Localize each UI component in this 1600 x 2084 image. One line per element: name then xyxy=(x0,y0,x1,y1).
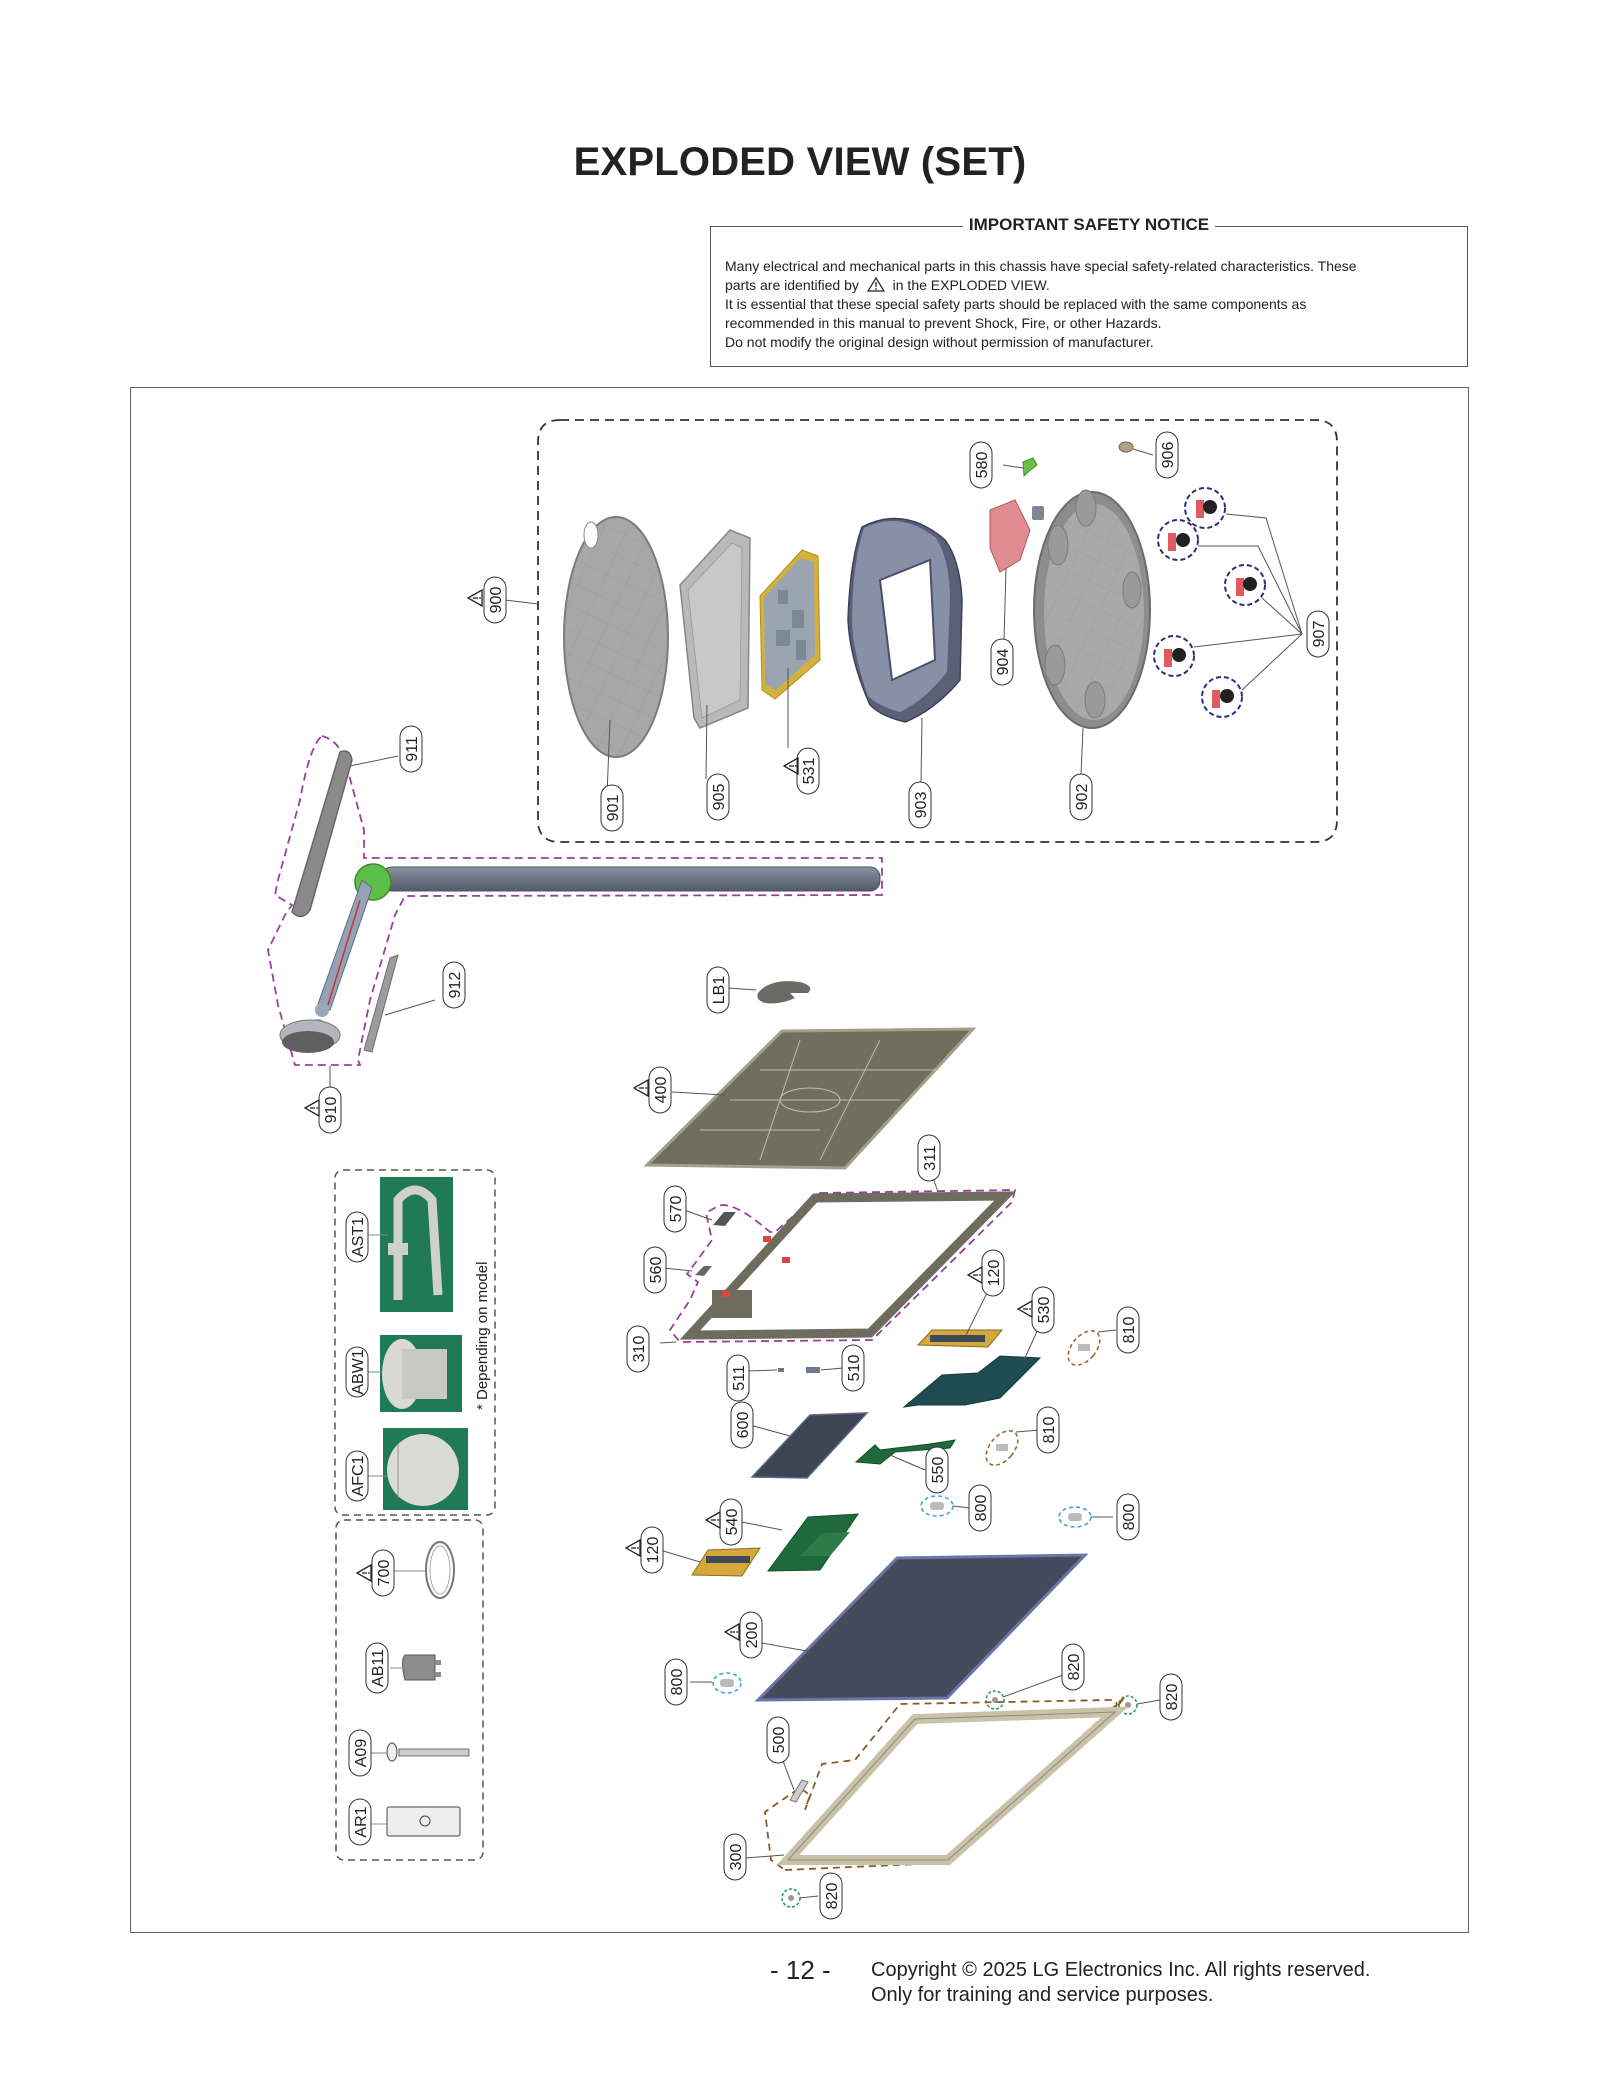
label-AFC1 xyxy=(346,1451,368,1501)
notice-line-4: recommended in this manual to prevent Shock, Fire, or other Hazards. xyxy=(725,315,1162,331)
svg-text:800: 800 xyxy=(973,1494,990,1522)
label-550 xyxy=(926,1447,948,1493)
part-903-support-frame xyxy=(848,519,962,784)
label-511 xyxy=(727,1355,749,1401)
svg-text:901: 901 xyxy=(605,794,622,822)
part-511-screw xyxy=(747,1368,784,1372)
label-906 xyxy=(1156,432,1178,478)
svg-text:902: 902 xyxy=(1074,783,1091,811)
part-200-display-panel xyxy=(745,1555,1085,1700)
svg-text:700: 700 xyxy=(376,1559,393,1587)
label-310 xyxy=(627,1326,649,1372)
label-901 xyxy=(601,785,623,831)
svg-text:903: 903 xyxy=(913,791,930,819)
label-900 xyxy=(484,577,506,623)
label-540 xyxy=(720,1499,742,1545)
label-800-c xyxy=(665,1659,687,1705)
warning-triangle-icon xyxy=(725,1624,739,1640)
part-540-power-board xyxy=(742,1514,858,1571)
svg-text:AFC1: AFC1 xyxy=(350,1455,367,1497)
label-600 xyxy=(731,1402,753,1448)
part-120-speaker-top xyxy=(918,1293,1002,1347)
label-800-a xyxy=(969,1485,991,1531)
label-500 xyxy=(767,1717,789,1763)
label-AST1 xyxy=(346,1212,368,1262)
notice-line-5: Do not modify the original design without permission of manufacturer. xyxy=(725,334,1154,350)
label-530 xyxy=(1032,1287,1054,1333)
svg-text:810: 810 xyxy=(1121,1316,1138,1344)
svg-text:510: 510 xyxy=(846,1354,863,1382)
label-200 xyxy=(740,1612,762,1658)
warning-triangle-icon xyxy=(1018,1301,1032,1317)
notice-line-3: It is essential that these special safety parts should be replaced with the same components as xyxy=(725,296,1307,312)
part-820-screw-c xyxy=(782,1889,818,1907)
svg-text:AB11: AB11 xyxy=(370,1649,387,1687)
svg-text:LB1: LB1 xyxy=(711,975,728,1005)
svg-text:500: 500 xyxy=(771,1726,788,1754)
svg-text:820: 820 xyxy=(1164,1683,1181,1711)
page-title: EXPLODED VIEW (SET) xyxy=(573,140,1027,184)
label-810-a xyxy=(1117,1307,1139,1353)
svg-text:311: 311 xyxy=(922,1145,939,1171)
part-AB11-cable-holder xyxy=(390,1655,441,1680)
part-800-fastener-b xyxy=(1059,1507,1113,1527)
svg-text:530: 530 xyxy=(1036,1296,1053,1324)
label-912 xyxy=(443,962,465,1008)
label-580 xyxy=(970,442,992,488)
warning-triangle-icon xyxy=(468,590,482,606)
label-120-bottom xyxy=(641,1527,663,1573)
warning-triangle-icon xyxy=(357,1565,371,1581)
svg-text:911: 911 xyxy=(404,736,421,762)
svg-text:905: 905 xyxy=(711,783,728,811)
notice-line-2: parts are identified by in the EXPLODED VIEW. xyxy=(725,277,1050,293)
label-820-b xyxy=(1160,1674,1182,1720)
part-800-fastener-c xyxy=(690,1673,741,1693)
svg-text:ABW1: ABW1 xyxy=(350,1349,367,1395)
part-906-clip xyxy=(1119,442,1153,455)
svg-text:800: 800 xyxy=(1121,1503,1138,1531)
label-400 xyxy=(649,1067,671,1113)
part-LB1-label xyxy=(728,981,810,1003)
label-820-a xyxy=(1062,1644,1084,1690)
label-531 xyxy=(797,748,819,794)
svg-text:511: 511 xyxy=(731,1365,748,1391)
label-800-b xyxy=(1117,1494,1139,1540)
svg-text:531: 531 xyxy=(801,757,818,785)
label-911 xyxy=(400,726,422,772)
label-907 xyxy=(1307,611,1329,657)
svg-text:907: 907 xyxy=(1311,620,1328,648)
svg-text:800: 800 xyxy=(669,1668,686,1696)
foot-4 xyxy=(1154,636,1194,676)
part-810-fastener-a xyxy=(1062,1325,1116,1371)
warning-triangle-icon xyxy=(634,1080,648,1096)
label-904 xyxy=(991,639,1013,685)
svg-text:600: 600 xyxy=(735,1411,752,1439)
label-810-b xyxy=(1037,1407,1059,1453)
part-600-cover xyxy=(750,1413,867,1478)
svg-text:310: 310 xyxy=(631,1335,648,1363)
page-number: - 12 - xyxy=(770,1955,831,1985)
part-912-hinge-cover xyxy=(364,955,435,1052)
warning-triangle-icon xyxy=(968,1267,982,1283)
part-820-screw-b xyxy=(1119,1696,1160,1714)
label-700 xyxy=(372,1550,394,1596)
part-905-shield-plate xyxy=(680,530,750,779)
svg-text:AST1: AST1 xyxy=(350,1216,367,1258)
foot-2 xyxy=(1158,520,1198,560)
svg-text:900: 900 xyxy=(488,586,505,614)
svg-text:200: 200 xyxy=(744,1621,761,1649)
svg-text:300: 300 xyxy=(728,1843,745,1871)
footer-copyright xyxy=(871,1958,1370,2008)
usage-text: Only for training and service purposes. xyxy=(871,1984,1214,2006)
svg-text:906: 906 xyxy=(1160,441,1177,469)
svg-text:904: 904 xyxy=(995,648,1012,676)
part-800-fastener-a xyxy=(921,1496,970,1516)
part-810-fastener-b xyxy=(980,1425,1040,1471)
svg-text:120: 120 xyxy=(645,1536,662,1564)
svg-text:570: 570 xyxy=(668,1195,685,1223)
svg-text:810: 810 xyxy=(1041,1416,1058,1444)
part-AR1-remote xyxy=(370,1807,460,1836)
svg-text:580: 580 xyxy=(974,451,991,479)
label-560 xyxy=(644,1247,666,1293)
svg-text:120: 120 xyxy=(986,1259,1003,1287)
warning-triangle-icon xyxy=(706,1512,720,1528)
label-570 xyxy=(664,1186,686,1232)
label-ABW1 xyxy=(346,1347,368,1397)
svg-text:560: 560 xyxy=(648,1256,665,1284)
label-510 xyxy=(842,1345,864,1391)
part-A09-screw xyxy=(370,1743,469,1761)
svg-text:910: 910 xyxy=(323,1096,340,1124)
svg-text:912: 912 xyxy=(447,971,464,999)
warning-triangle-icon xyxy=(784,758,798,774)
label-902 xyxy=(1070,774,1092,820)
svg-text:AR1: AR1 xyxy=(353,1806,370,1838)
svg-text:550: 550 xyxy=(930,1456,947,1484)
svg-text:820: 820 xyxy=(824,1882,841,1910)
label-AB11 xyxy=(366,1643,388,1693)
part-120-speaker-bottom xyxy=(660,1548,760,1576)
warning-triangle-icon xyxy=(626,1540,640,1556)
part-901-back-cover xyxy=(564,517,668,795)
warning-triangle-icon xyxy=(305,1100,319,1116)
svg-text:820: 820 xyxy=(1066,1653,1083,1681)
part-570-bracket xyxy=(684,1210,736,1226)
svg-text:540: 540 xyxy=(724,1508,741,1536)
svg-text:400: 400 xyxy=(653,1076,670,1104)
safety-notice-heading: IMPORTANT SAFETY NOTICE xyxy=(963,215,1215,234)
copyright-text: Copyright © 2025 LG Electronics Inc. All rights reserved. xyxy=(871,1959,1371,1981)
part-580-sensor xyxy=(1003,458,1037,476)
label-A09 xyxy=(349,1730,371,1776)
label-AR1 xyxy=(349,1799,371,1845)
part-820-screw-a xyxy=(986,1675,1063,1709)
label-905 xyxy=(707,774,729,820)
part-902-rear-cover xyxy=(1034,490,1150,775)
group-310-outline xyxy=(670,1190,1015,1342)
notice-line-1: Many electrical and mechanical parts in this chassis have special safety-related characteristics. These xyxy=(725,258,1357,274)
part-700-power-cord xyxy=(393,1542,454,1598)
svg-text:A09: A09 xyxy=(353,1738,370,1768)
label-LB1 xyxy=(707,967,729,1013)
label-311 xyxy=(918,1135,940,1181)
label-820-c xyxy=(820,1873,842,1919)
foot-3 xyxy=(1225,565,1265,605)
label-300 xyxy=(724,1834,746,1880)
part-907-feet xyxy=(1154,488,1302,717)
depending-on-model-note: * Depending on model xyxy=(474,1261,491,1410)
part-510-sensor xyxy=(806,1367,843,1373)
label-120-top xyxy=(982,1250,1004,1296)
foot-1 xyxy=(1185,488,1225,528)
part-531-main-board xyxy=(760,550,820,748)
label-903 xyxy=(909,782,931,828)
label-910 xyxy=(319,1087,341,1133)
foot-5 xyxy=(1202,677,1242,717)
